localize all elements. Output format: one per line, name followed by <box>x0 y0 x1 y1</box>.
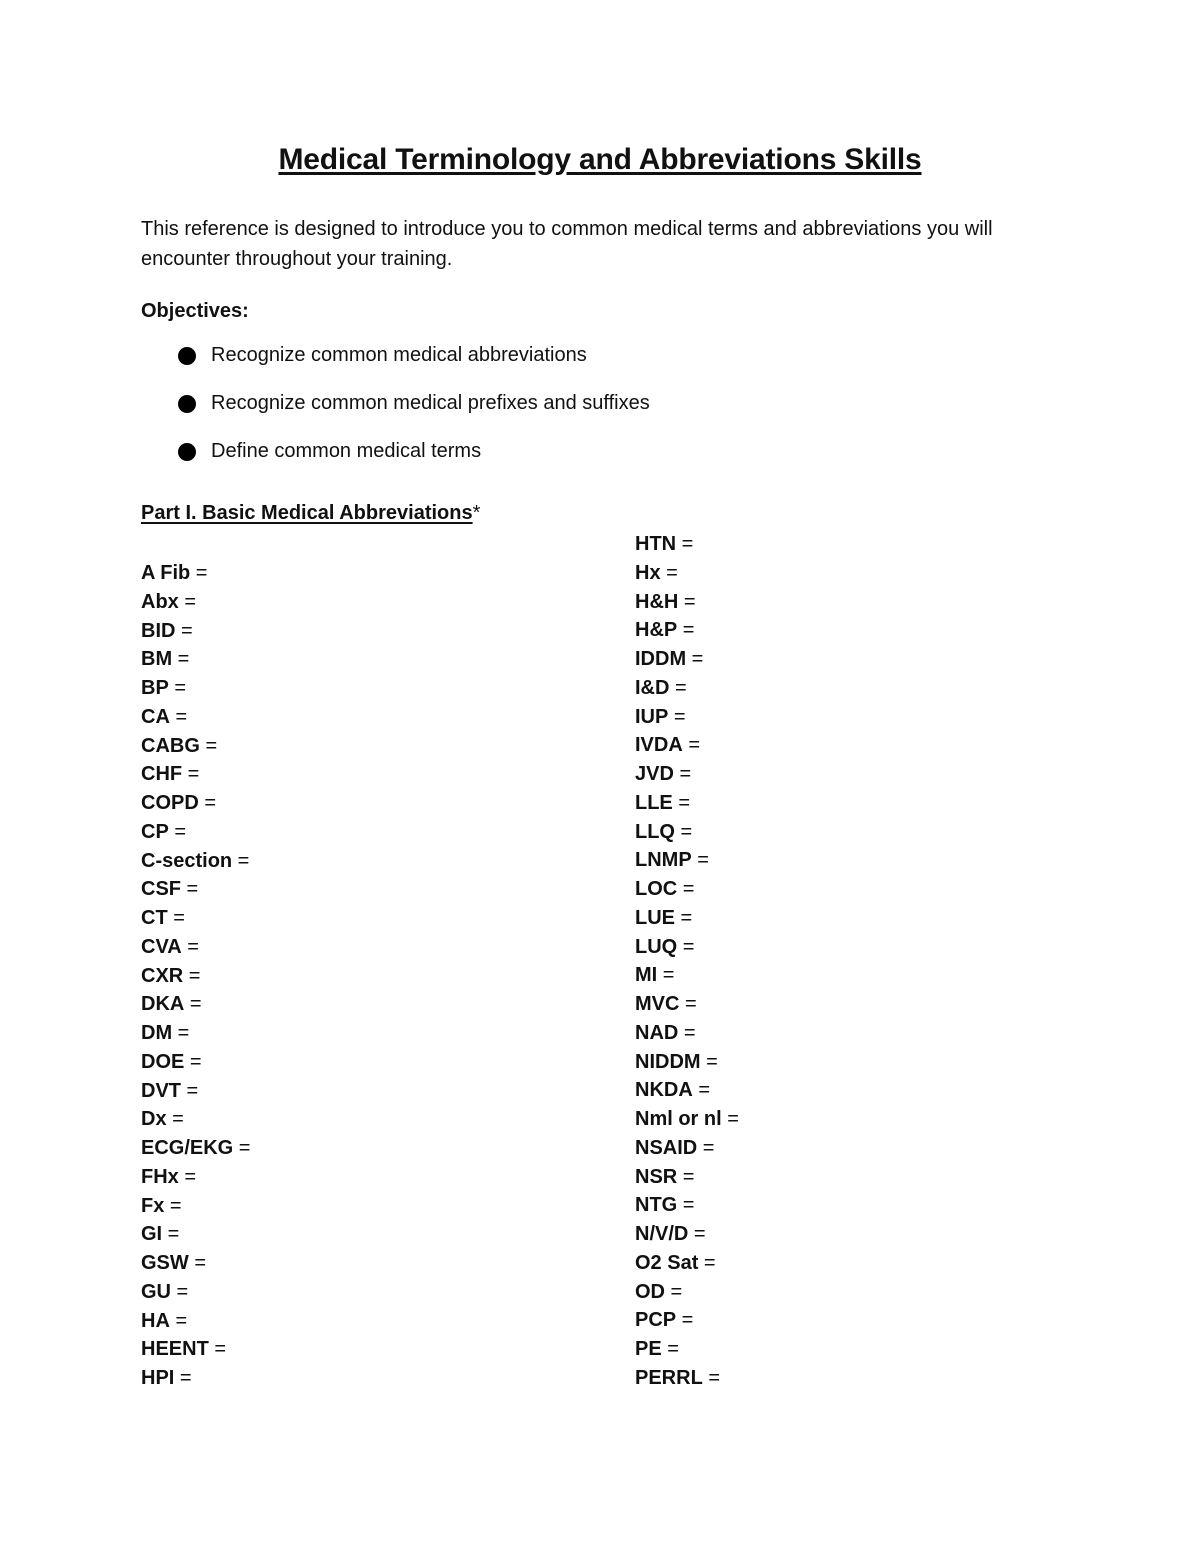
equals-sign: = <box>686 648 704 670</box>
equals-sign: = <box>702 1366 721 1389</box>
abbreviation-row <box>141 559 251 588</box>
abbreviation-term: CVA <box>141 935 182 958</box>
abbreviation-term: NSR <box>635 1165 678 1188</box>
abbreviation-term: HA <box>141 1309 170 1332</box>
abbreviation-term: HEENT <box>141 1338 209 1361</box>
abbreviation-row <box>141 732 251 761</box>
abbreviation-term: NSAID <box>635 1136 698 1159</box>
abbreviation-term: LUE <box>635 906 675 929</box>
abbreviation-term: MI <box>635 964 658 987</box>
abbreviation-row <box>141 1134 251 1163</box>
abbreviation-term: LUQ <box>635 935 678 958</box>
abbreviation-row <box>635 645 739 674</box>
abbreviation-term: CA <box>141 705 170 728</box>
equals-sign: = <box>168 820 187 843</box>
abbreviation-row <box>141 1249 251 1278</box>
equals-sign: = <box>232 849 250 872</box>
abbreviation-row <box>635 760 739 789</box>
abbreviation-term: H&P <box>635 619 678 642</box>
abbreviation-term: BM <box>141 648 173 671</box>
equals-sign: = <box>657 964 675 987</box>
abbreviation-term: FHx <box>141 1165 179 1188</box>
abbreviation-term: Hx <box>635 561 661 584</box>
objectives-heading: Objectives: <box>141 300 249 322</box>
equals-sign: = <box>672 791 691 814</box>
abbreviation-row <box>635 1220 739 1249</box>
abbreviation-term: IVDA <box>635 734 683 757</box>
abbreviation-row <box>635 1306 739 1335</box>
abbreviation-term: DVT <box>141 1079 181 1102</box>
abbreviation-term: PE <box>635 1338 662 1360</box>
abbreviation-term: H&H <box>635 590 679 613</box>
equals-sign: = <box>677 878 695 900</box>
abbreviation-row <box>141 1335 251 1364</box>
equals-sign: = <box>182 763 200 786</box>
equals-sign: = <box>169 1309 188 1332</box>
equals-sign: = <box>661 1338 679 1360</box>
abbreviation-row <box>635 1134 739 1163</box>
objective-text: Define common medical terms <box>211 440 482 462</box>
abbreviation-row <box>141 674 251 703</box>
equals-sign: = <box>678 1021 696 1044</box>
abbreviation-row <box>635 559 739 588</box>
equals-sign: = <box>198 792 217 814</box>
bullet-icon <box>178 395 196 413</box>
objective-item <box>176 436 650 484</box>
objective-item <box>176 340 650 388</box>
equals-sign: = <box>181 935 199 958</box>
abbreviation-term: CXR <box>141 964 184 987</box>
abbreviation-row <box>141 760 251 789</box>
equals-sign: = <box>673 763 692 785</box>
equals-sign: = <box>677 619 695 642</box>
equals-sign: = <box>181 1079 199 1102</box>
part-one-heading <box>141 502 480 525</box>
equals-sign: = <box>697 1136 715 1159</box>
equals-sign: = <box>190 562 208 584</box>
abbreviation-row <box>141 1364 251 1393</box>
abbreviation-term: PERRL <box>635 1366 703 1389</box>
abbreviation-row <box>141 875 251 904</box>
abbreviation-row <box>635 818 739 847</box>
abbreviation-term: LLQ <box>635 820 675 843</box>
abbreviation-term: N/V/D <box>635 1223 689 1245</box>
abbreviation-row <box>635 731 739 760</box>
abbreviation-term: DOE <box>141 1050 185 1073</box>
equals-sign: = <box>660 561 678 584</box>
abbreviation-row <box>635 1076 739 1105</box>
part-one-heading-text: Part I. Basic Medical Abbreviations <box>141 502 473 524</box>
equals-sign: = <box>675 820 693 843</box>
equals-sign: = <box>164 1194 182 1217</box>
equals-sign: = <box>677 1165 695 1188</box>
abbreviation-row <box>635 961 739 990</box>
abbreviation-term: A Fib <box>141 562 191 584</box>
equals-sign: = <box>181 878 199 901</box>
abbreviation-row <box>141 933 251 962</box>
document-title: Medical Terminology and Abbreviations Skills <box>278 143 922 176</box>
equals-sign: = <box>668 705 686 728</box>
abbreviation-row <box>635 616 739 645</box>
bullet-icon <box>178 347 196 365</box>
abbreviation-row <box>635 933 739 962</box>
equals-sign: = <box>691 849 709 872</box>
abbreviation-term: BID <box>141 619 176 642</box>
equals-sign: = <box>162 1223 180 1246</box>
abbreviation-row <box>635 846 739 875</box>
equals-sign: = <box>183 964 201 987</box>
asterisk-note-marker: * <box>472 502 481 524</box>
abbreviation-row <box>141 645 251 674</box>
abbreviation-row <box>635 1335 739 1364</box>
objective-item <box>176 388 650 436</box>
abbreviation-column-left <box>141 559 251 1393</box>
abbreviation-row <box>635 1191 739 1220</box>
abbreviation-row <box>635 703 739 732</box>
abbreviation-term: CSF <box>141 878 181 901</box>
abbreviation-term: BP <box>141 677 169 699</box>
abbreviation-term: Dx <box>141 1108 167 1131</box>
objectives-list <box>176 340 650 484</box>
abbreviation-term: I&D <box>635 676 670 699</box>
abbreviation-row <box>141 1192 251 1221</box>
abbreviation-term: DKA <box>141 993 185 1016</box>
abbreviation-row <box>635 1105 739 1134</box>
abbreviation-row <box>141 1105 251 1134</box>
equals-sign: = <box>169 705 188 728</box>
bullet-icon <box>178 443 196 461</box>
abbreviation-term: HTN <box>635 533 677 555</box>
abbreviation-row <box>141 617 251 646</box>
equals-sign: = <box>188 1252 207 1274</box>
equals-sign: = <box>175 619 193 642</box>
equals-sign: = <box>682 734 701 757</box>
abbreviation-row <box>141 1278 251 1307</box>
intro-paragraph: This reference is designed to introduce you to common medical terms and abbreviations you will encounter throughout your training. <box>141 218 993 270</box>
equals-sign: = <box>676 533 694 555</box>
abbreviation-term: NKDA <box>635 1079 693 1102</box>
abbreviation-term: IUP <box>635 705 669 728</box>
abbreviation-term: ECG/EKG <box>141 1137 234 1159</box>
abbreviation-term: C-section <box>141 849 233 872</box>
equals-sign: = <box>178 1165 197 1188</box>
abbreviation-term: MVC <box>635 993 680 1015</box>
abbreviation-term: JVD <box>635 763 674 785</box>
abbreviation-term: GSW <box>141 1252 189 1274</box>
abbreviation-row <box>141 1220 251 1249</box>
equals-sign: = <box>199 734 218 757</box>
abbreviation-row <box>635 1278 739 1307</box>
equals-sign: = <box>167 907 185 929</box>
equals-sign: = <box>675 906 693 929</box>
abbreviation-row <box>635 1364 739 1393</box>
equals-sign: = <box>688 1223 706 1245</box>
abbreviation-term: HPI <box>141 1367 175 1389</box>
abbreviation-term: COPD <box>141 792 199 814</box>
equals-sign: = <box>168 677 187 699</box>
abbreviation-row <box>141 1307 251 1336</box>
abbreviation-term: PCP <box>635 1309 677 1332</box>
abbreviation-term: DM <box>141 1022 173 1044</box>
equals-sign: = <box>692 1079 711 1102</box>
equals-sign: = <box>184 1050 202 1073</box>
objective-text: Recognize common medical prefixes and suffixes <box>211 392 650 414</box>
abbreviation-row <box>141 1019 251 1048</box>
equals-sign: = <box>677 1194 695 1217</box>
abbreviation-row <box>141 1077 251 1106</box>
equals-sign: = <box>679 993 697 1015</box>
abbreviation-term: LOC <box>635 878 678 900</box>
equals-sign: = <box>166 1108 184 1131</box>
equals-sign: = <box>676 1309 694 1332</box>
abbreviation-row <box>635 789 739 818</box>
abbreviation-row <box>141 1048 251 1077</box>
abbreviation-row <box>635 875 739 904</box>
abbreviation-row <box>635 530 739 559</box>
abbreviation-row <box>635 1249 739 1278</box>
equals-sign: = <box>233 1137 251 1159</box>
abbreviation-row <box>635 904 739 933</box>
abbreviation-term: NTG <box>635 1194 678 1217</box>
abbreviation-term: CHF <box>141 763 183 786</box>
objective-text: Recognize common medical abbreviations <box>211 344 587 366</box>
abbreviation-term: OD <box>635 1280 665 1303</box>
abbreviation-row <box>635 588 739 617</box>
abbreviation-row <box>141 990 251 1019</box>
abbreviation-row <box>141 703 251 732</box>
abbreviation-term: NAD <box>635 1021 679 1044</box>
abbreviation-row <box>141 588 251 617</box>
equals-sign: = <box>172 648 190 671</box>
abbreviation-row <box>141 818 251 847</box>
abbreviation-term: GI <box>141 1223 163 1246</box>
equals-sign: = <box>721 1108 739 1130</box>
equals-sign: = <box>184 993 202 1016</box>
equals-sign: = <box>669 676 687 699</box>
abbreviation-term: CP <box>141 820 169 843</box>
abbreviation-row <box>635 1163 739 1192</box>
abbreviation-term: NIDDM <box>635 1050 701 1073</box>
equals-sign: = <box>677 935 695 958</box>
equals-sign: = <box>700 1050 718 1073</box>
abbreviation-row <box>635 1019 739 1048</box>
abbreviation-row <box>141 904 251 933</box>
abbreviation-term: CT <box>141 907 168 929</box>
abbreviation-row <box>141 789 251 818</box>
abbreviation-row <box>635 990 739 1019</box>
abbreviation-term: GU <box>141 1280 171 1303</box>
equals-sign: = <box>678 590 696 613</box>
abbreviation-term: LNMP <box>635 849 692 872</box>
abbreviation-row <box>141 847 251 876</box>
abbreviation-column-right <box>635 530 739 1393</box>
equals-sign: = <box>178 590 197 613</box>
equals-sign: = <box>171 1280 189 1303</box>
abbreviation-term: Abx <box>141 590 179 613</box>
abbreviation-term: Fx <box>141 1194 165 1217</box>
equals-sign: = <box>208 1338 227 1361</box>
abbreviation-term: IDDM <box>635 648 687 670</box>
abbreviation-row <box>635 1048 739 1077</box>
abbreviation-row <box>635 674 739 703</box>
abbreviation-term: LLE <box>635 791 673 814</box>
equals-sign: = <box>172 1022 190 1044</box>
abbreviation-term: O2 Sat <box>635 1251 699 1274</box>
abbreviation-term: CABG <box>141 734 200 757</box>
abbreviation-row <box>141 962 251 991</box>
equals-sign: = <box>174 1367 192 1389</box>
abbreviation-row <box>141 1163 251 1192</box>
equals-sign: = <box>698 1251 716 1274</box>
equals-sign: = <box>665 1280 683 1303</box>
abbreviation-term: Nml or nl <box>635 1108 722 1130</box>
